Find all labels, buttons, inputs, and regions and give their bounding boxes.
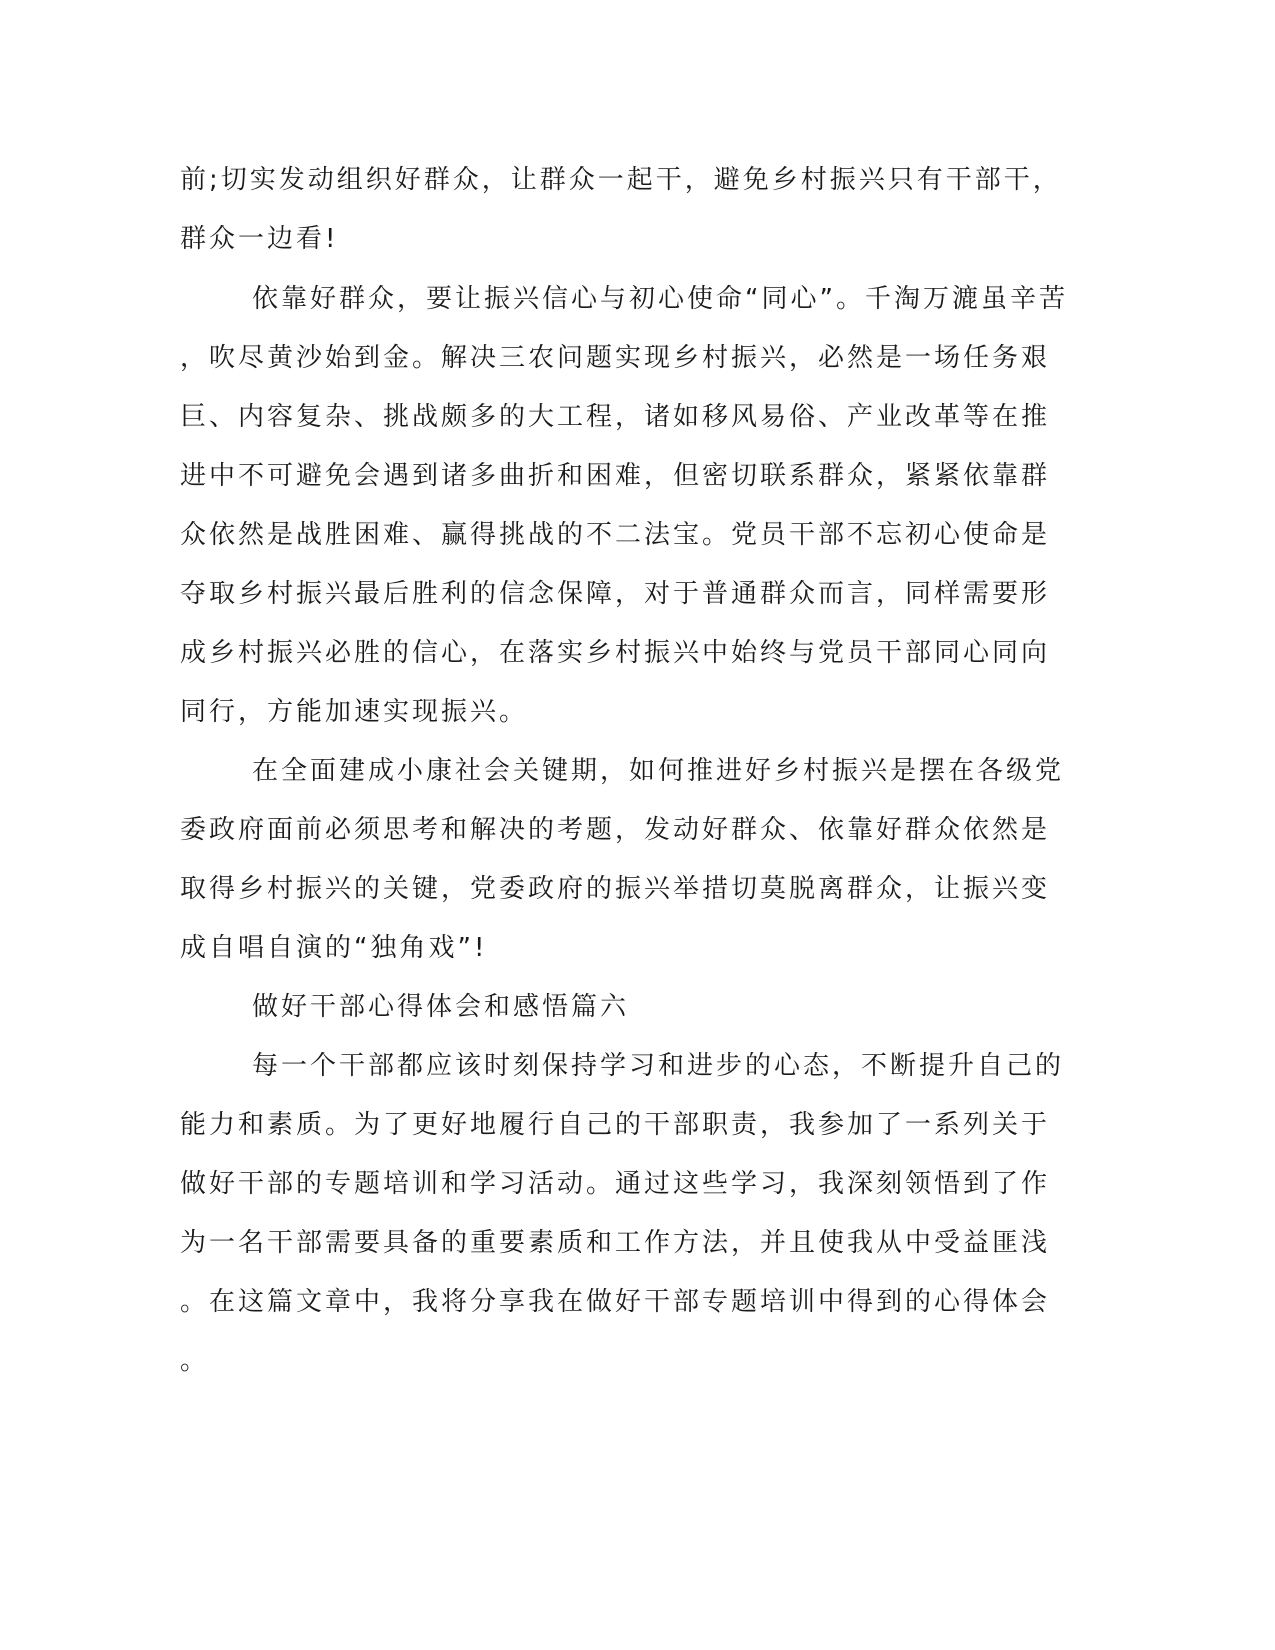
text-line: 。: [180, 1346, 210, 1376]
text-line: 夺取乡村振兴最后胜利的信念保障，对于普通群众而言，同样需要形: [180, 579, 1051, 609]
text-line: 。在这篇文章中，我将分享我在做好干部专题培训中得到的心得体会: [180, 1287, 1051, 1317]
text-line: ，吹尽黄沙始到金。解决三农问题实现乡村振兴，必然是一场任务艰: [180, 343, 1051, 373]
section-heading: 做好干部心得体会和感悟篇六: [252, 992, 630, 1022]
paragraph-first-line: 在全面建成小康社会关键期，如何推进好乡村振兴是摆在各级党: [252, 756, 1065, 786]
text-line: 成乡村振兴必胜的信心，在落实乡村振兴中始终与党员干部同心同向: [180, 638, 1051, 668]
paragraph-first-line: 每一个干部都应该时刻保持学习和进步的心态，不断提升自己的: [252, 1051, 1065, 1081]
text-line: 为一名干部需要具备的重要素质和工作方法，并且使我从中受益匪浅: [180, 1228, 1051, 1258]
text-line: 做好干部的专题培训和学习活动。通过这些学习，我深刻领悟到了作: [180, 1169, 1051, 1199]
paragraph-first-line: 依靠好群众，要让振兴信心与初心使命“同心”。千淘万漉虽辛苦: [252, 284, 1068, 314]
text-line: 进中不可避免会遇到诸多曲折和困难，但密切联系群众，紧紧依靠群: [180, 461, 1051, 491]
text-line: 委政府面前必须思考和解决的考题，发动好群众、依靠好群众依然是: [180, 815, 1051, 845]
text-line: 群众一边看!: [180, 224, 339, 254]
text-line: 前;切实发动组织好群众，让群众一起干，避免乡村振兴只有干部干，: [180, 165, 1062, 195]
text-line: 能力和素质。为了更好地履行自己的干部职责，我参加了一系列关于: [180, 1110, 1051, 1140]
text-line: 巨、内容复杂、挑战颇多的大工程，诸如移风易俗、产业改革等在推: [180, 402, 1051, 432]
text-line: 取得乡村振兴的关键，党委政府的振兴举措切莫脱离群众，让振兴变: [180, 874, 1051, 904]
text-line: 众依然是战胜困难、赢得挑战的不二法宝。党员干部不忘初心使命是: [180, 520, 1051, 550]
text-line: 成自唱自演的“独角戏”!: [180, 933, 488, 963]
text-line: 同行，方能加速实现振兴。: [180, 697, 529, 727]
